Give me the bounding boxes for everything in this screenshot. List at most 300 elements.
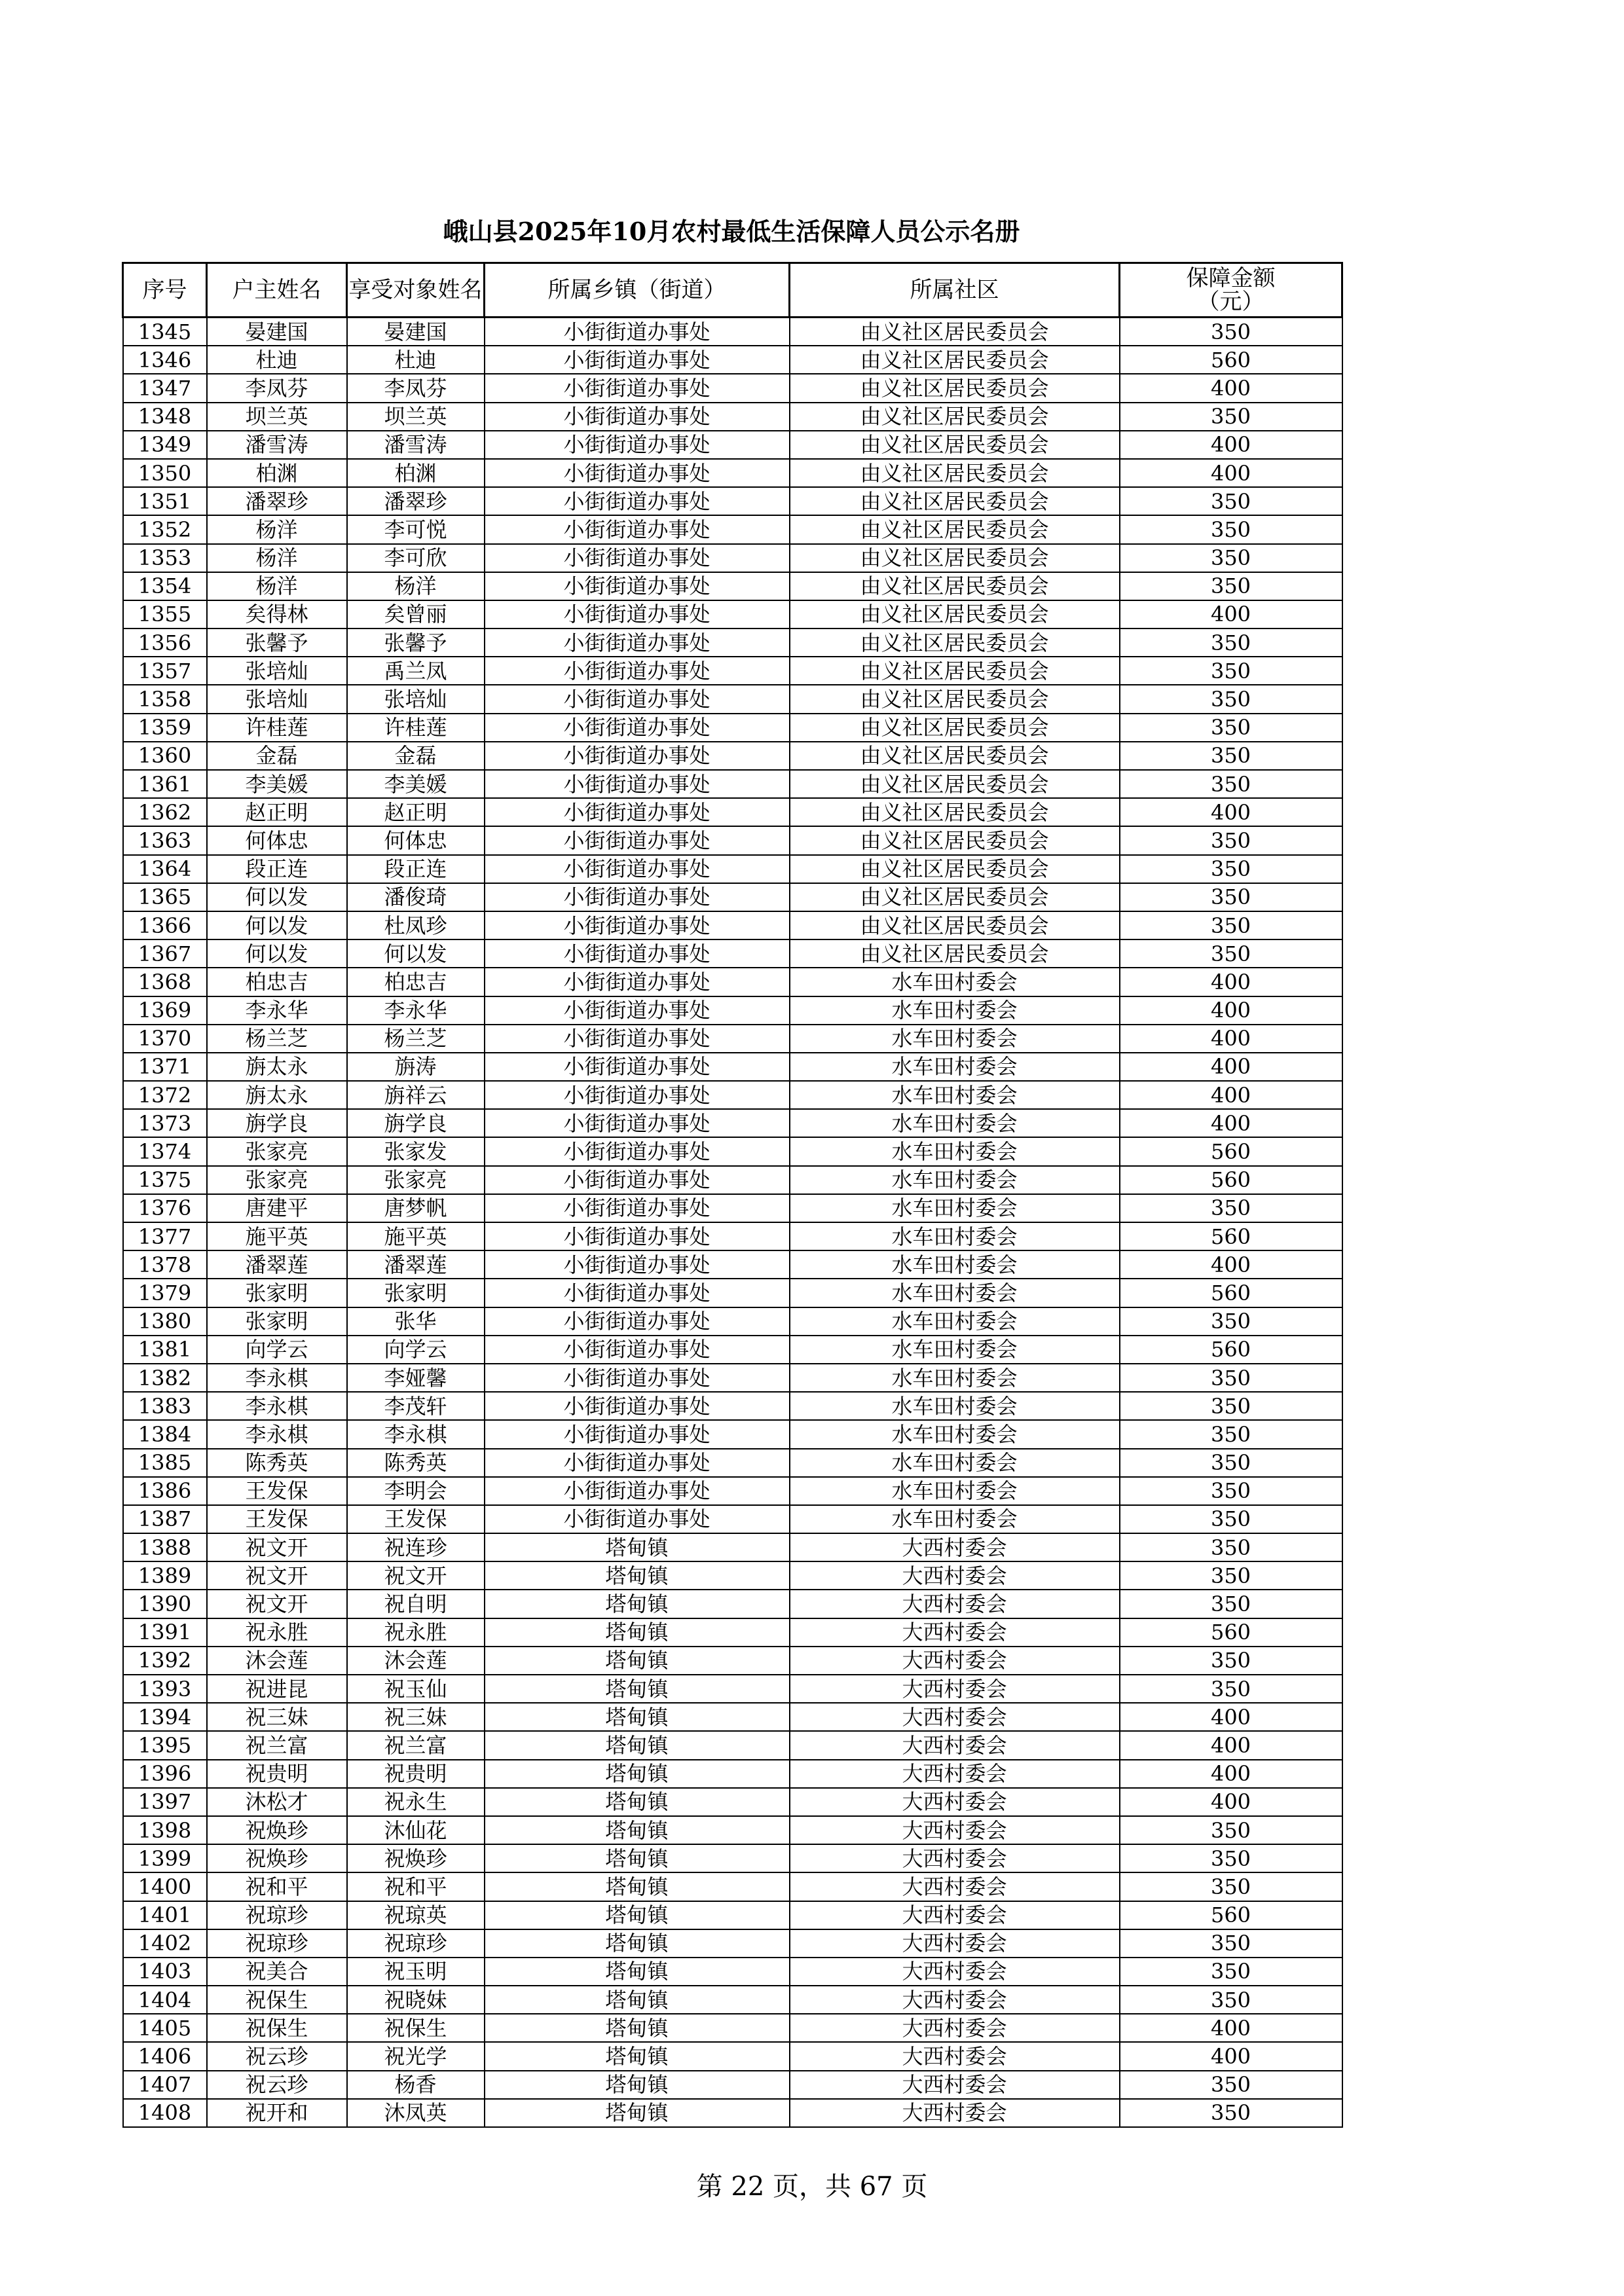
table-row <box>123 459 1342 487</box>
seq-cell: 1352 <box>123 515 207 543</box>
table-row <box>123 1590 1342 1618</box>
household-head-cell: 祝三妹 <box>207 1703 347 1731</box>
table-row <box>123 657 1342 685</box>
township-cell: 小街街道办事处 <box>485 826 790 854</box>
seq-cell: 1394 <box>123 1703 207 1731</box>
table-row <box>123 1250 1342 1279</box>
amount-cell: 350 <box>1120 1647 1342 1675</box>
table-row <box>123 1364 1342 1392</box>
table-row <box>123 1618 1342 1647</box>
amount-cell: 350 <box>1120 1872 1342 1901</box>
table-row <box>123 2014 1342 2042</box>
table-row <box>123 1279 1342 1307</box>
household-head-cell: 杨洋 <box>207 572 347 600</box>
household-head-cell: 晏建国 <box>207 318 347 346</box>
table-row <box>123 431 1342 459</box>
amount-cell: 560 <box>1120 1279 1342 1307</box>
township-cell: 塔甸镇 <box>485 2014 790 2042</box>
table-row <box>123 714 1342 742</box>
amount-cell: 350 <box>1120 1816 1342 1844</box>
beneficiary-cell: 王发保 <box>347 1505 485 1533</box>
township-cell: 小街街道办事处 <box>485 1222 790 1250</box>
township-cell: 塔甸镇 <box>485 2042 790 2070</box>
community-cell: 大西村委会 <box>790 2042 1120 2070</box>
table-header-row <box>123 263 1342 318</box>
community-cell: 由义社区居民委员会 <box>790 826 1120 854</box>
township-cell: 小街街道办事处 <box>485 798 790 826</box>
amount-cell: 400 <box>1120 431 1342 459</box>
seq-cell: 1380 <box>123 1307 207 1336</box>
seq-cell: 1349 <box>123 431 207 459</box>
community-cell: 由义社区居民委员会 <box>790 939 1120 968</box>
seq-cell: 1396 <box>123 1760 207 1788</box>
community-cell: 由义社区居民委员会 <box>790 431 1120 459</box>
household-head-cell: 沐松才 <box>207 1788 347 1816</box>
table-row <box>123 1336 1342 1364</box>
beneficiary-cell: 潘俊琦 <box>347 883 485 911</box>
township-cell: 小街街道办事处 <box>485 685 790 713</box>
household-head-cell: 李美媛 <box>207 770 347 798</box>
beneficiary-cell: 张家发 <box>347 1137 485 1165</box>
community-cell: 大西村委会 <box>790 1872 1120 1901</box>
table-row <box>123 911 1342 939</box>
township-cell: 小街街道办事处 <box>485 318 790 346</box>
table-row <box>123 883 1342 911</box>
header-amount-label: 保障金额 <box>1186 265 1276 291</box>
seq-cell: 1381 <box>123 1336 207 1364</box>
township-cell: 塔甸镇 <box>485 1703 790 1731</box>
household-head-cell: 赵正明 <box>207 798 347 826</box>
seq-cell: 1368 <box>123 968 207 996</box>
household-head-cell: 何以发 <box>207 911 347 939</box>
household-head-cell: 何以发 <box>207 883 347 911</box>
amount-cell: 350 <box>1120 657 1342 685</box>
community-cell: 水车田村委会 <box>790 1109 1120 1137</box>
amount-cell: 350 <box>1120 1194 1342 1222</box>
community-cell: 大西村委会 <box>790 1929 1120 1958</box>
table-row <box>123 1647 1342 1675</box>
community-cell: 由义社区居民委员会 <box>790 600 1120 629</box>
township-cell: 小街街道办事处 <box>485 600 790 629</box>
table-row <box>123 1477 1342 1505</box>
table-row <box>123 1137 1342 1165</box>
beneficiary-cell: 李凤芬 <box>347 374 485 402</box>
household-head-cell: 祝琼珍 <box>207 1929 347 1958</box>
amount-cell: 350 <box>1120 1307 1342 1336</box>
amount-cell: 400 <box>1120 1025 1342 1053</box>
community-cell: 水车田村委会 <box>790 1392 1120 1420</box>
beneficiary-cell: 潘雪涛 <box>347 431 485 459</box>
beneficiary-cell: 杨香 <box>347 2071 485 2099</box>
beneficiary-cell: 李美媛 <box>347 770 485 798</box>
community-cell: 大西村委会 <box>790 1816 1120 1844</box>
seq-cell: 1363 <box>123 826 207 854</box>
beneficiary-cell: 祝保生 <box>347 2014 485 2042</box>
township-cell: 小街街道办事处 <box>485 1081 790 1109</box>
amount-cell: 350 <box>1120 855 1342 883</box>
table-row <box>123 1760 1342 1788</box>
seq-cell: 1404 <box>123 1986 207 2014</box>
amount-cell: 350 <box>1120 403 1342 431</box>
seq-cell: 1374 <box>123 1137 207 1165</box>
community-cell: 由义社区居民委员会 <box>790 798 1120 826</box>
community-cell: 由义社区居民委员会 <box>790 346 1120 374</box>
community-cell: 由义社区居民委员会 <box>790 544 1120 572</box>
beneficiary-cell: 祝晓妹 <box>347 1986 485 2014</box>
table-row <box>123 1420 1342 1448</box>
roster-table <box>122 262 1343 2128</box>
amount-cell: 350 <box>1120 742 1342 770</box>
household-head-cell: 王发保 <box>207 1505 347 1533</box>
household-head-cell: 祝保生 <box>207 2014 347 2042</box>
community-cell: 水车田村委会 <box>790 1194 1120 1222</box>
community-cell: 大西村委会 <box>790 2014 1120 2042</box>
seq-cell: 1367 <box>123 939 207 968</box>
beneficiary-cell: 杜迪 <box>347 346 485 374</box>
amount-cell: 350 <box>1120 1449 1342 1477</box>
household-head-cell: 祝云珍 <box>207 2071 347 2099</box>
community-cell: 水车田村委会 <box>790 1307 1120 1336</box>
amount-cell: 560 <box>1120 346 1342 374</box>
table-row <box>123 855 1342 883</box>
township-cell: 小街街道办事处 <box>485 855 790 883</box>
township-cell: 塔甸镇 <box>485 1533 790 1561</box>
community-cell: 由义社区居民委员会 <box>790 572 1120 600</box>
community-cell: 水车田村委会 <box>790 1420 1120 1448</box>
amount-cell: 350 <box>1120 544 1342 572</box>
amount-cell: 400 <box>1120 1109 1342 1137</box>
seq-cell: 1354 <box>123 572 207 600</box>
township-cell: 小街街道办事处 <box>485 572 790 600</box>
community-cell: 由义社区居民委员会 <box>790 742 1120 770</box>
table-row <box>123 629 1342 657</box>
table-row <box>123 968 1342 996</box>
table-row <box>123 1844 1342 1872</box>
beneficiary-cell: 李永华 <box>347 996 485 1025</box>
township-cell: 塔甸镇 <box>485 1844 790 1872</box>
seq-cell: 1360 <box>123 742 207 770</box>
community-cell: 水车田村委会 <box>790 1053 1120 1081</box>
township-cell: 小街街道办事处 <box>485 629 790 657</box>
community-cell: 大西村委会 <box>790 1788 1120 1816</box>
beneficiary-cell: 柏渊 <box>347 459 485 487</box>
beneficiary-cell: 杜凤珍 <box>347 911 485 939</box>
amount-cell: 560 <box>1120 1222 1342 1250</box>
township-cell: 塔甸镇 <box>485 1561 790 1590</box>
household-head-cell: 祝焕珍 <box>207 1844 347 1872</box>
beneficiary-cell: 段正连 <box>347 855 485 883</box>
seq-cell: 1408 <box>123 2099 207 2127</box>
seq-cell: 1400 <box>123 1872 207 1901</box>
beneficiary-cell: 潘翠莲 <box>347 1250 485 1279</box>
header-beneficiary: 享受对象姓名 <box>347 263 485 318</box>
seq-cell: 1378 <box>123 1250 207 1279</box>
beneficiary-cell: 沐会莲 <box>347 1647 485 1675</box>
amount-cell: 350 <box>1120 1533 1342 1561</box>
community-cell: 大西村委会 <box>790 2099 1120 2127</box>
beneficiary-cell: 许桂莲 <box>347 714 485 742</box>
community-cell: 大西村委会 <box>790 1731 1120 1759</box>
community-cell: 水车田村委会 <box>790 1137 1120 1165</box>
table-row <box>123 1533 1342 1561</box>
table-row <box>123 2071 1342 2099</box>
seq-cell: 1391 <box>123 1618 207 1647</box>
township-cell: 小街街道办事处 <box>485 1336 790 1364</box>
household-head-cell: 何体忠 <box>207 826 347 854</box>
beneficiary-cell: 旃学良 <box>347 1109 485 1137</box>
township-cell: 小街街道办事处 <box>485 1364 790 1392</box>
community-cell: 水车田村委会 <box>790 968 1120 996</box>
community-cell: 水车田村委会 <box>790 1166 1120 1194</box>
community-cell: 大西村委会 <box>790 1590 1120 1618</box>
township-cell: 塔甸镇 <box>485 2099 790 2127</box>
amount-cell: 400 <box>1120 1731 1342 1759</box>
beneficiary-cell: 祝兰富 <box>347 1731 485 1759</box>
household-head-cell: 祝云珍 <box>207 2042 347 2070</box>
table-row <box>123 1505 1342 1533</box>
table-row <box>123 1703 1342 1731</box>
beneficiary-cell: 祝琼珍 <box>347 1929 485 1958</box>
seq-cell: 1362 <box>123 798 207 826</box>
amount-cell: 350 <box>1120 1590 1342 1618</box>
household-head-cell: 杜迪 <box>207 346 347 374</box>
household-head-cell: 施平英 <box>207 1222 347 1250</box>
amount-cell: 350 <box>1120 629 1342 657</box>
seq-cell: 1384 <box>123 1420 207 1448</box>
community-cell: 水车田村委会 <box>790 1081 1120 1109</box>
table-row <box>123 318 1342 346</box>
seq-cell: 1372 <box>123 1081 207 1109</box>
township-cell: 小街街道办事处 <box>485 431 790 459</box>
amount-cell: 560 <box>1120 1137 1342 1165</box>
amount-cell: 350 <box>1120 1477 1342 1505</box>
table-row <box>123 685 1342 713</box>
table-row <box>123 939 1342 968</box>
household-head-cell: 唐建平 <box>207 1194 347 1222</box>
amount-cell: 350 <box>1120 939 1342 968</box>
amount-cell: 350 <box>1120 1364 1342 1392</box>
beneficiary-cell: 张培灿 <box>347 685 485 713</box>
seq-cell: 1398 <box>123 1816 207 1844</box>
household-head-cell: 祝文开 <box>207 1590 347 1618</box>
beneficiary-cell: 张馨予 <box>347 629 485 657</box>
township-cell: 小街街道办事处 <box>485 911 790 939</box>
beneficiary-cell: 陈秀英 <box>347 1449 485 1477</box>
household-head-cell: 祝兰富 <box>207 1731 347 1759</box>
township-cell: 小街街道办事处 <box>485 939 790 968</box>
seq-cell: 1395 <box>123 1731 207 1759</box>
table-row <box>123 346 1342 374</box>
beneficiary-cell: 柏忠吉 <box>347 968 485 996</box>
community-cell: 大西村委会 <box>790 1844 1120 1872</box>
amount-cell: 350 <box>1120 1958 1342 1986</box>
beneficiary-cell: 李可欣 <box>347 544 485 572</box>
beneficiary-cell: 坝兰英 <box>347 403 485 431</box>
seq-cell: 1401 <box>123 1901 207 1929</box>
household-head-cell: 祝开和 <box>207 2099 347 2127</box>
community-cell: 大西村委会 <box>790 1703 1120 1731</box>
beneficiary-cell: 张家明 <box>347 1279 485 1307</box>
beneficiary-cell: 赵正明 <box>347 798 485 826</box>
township-cell: 小街街道办事处 <box>485 1505 790 1533</box>
seq-cell: 1348 <box>123 403 207 431</box>
community-cell: 大西村委会 <box>790 1986 1120 2014</box>
community-cell: 水车田村委会 <box>790 1279 1120 1307</box>
table-row <box>123 403 1342 431</box>
seq-cell: 1406 <box>123 2042 207 2070</box>
seq-cell: 1370 <box>123 1025 207 1053</box>
table-row <box>123 1958 1342 1986</box>
household-head-cell: 祝美合 <box>207 1958 347 1986</box>
community-cell: 由义社区居民委员会 <box>790 374 1120 402</box>
table-row <box>123 2099 1342 2127</box>
household-head-cell: 矣得林 <box>207 600 347 629</box>
township-cell: 小街街道办事处 <box>485 968 790 996</box>
community-cell: 由义社区居民委员会 <box>790 515 1120 543</box>
amount-cell: 560 <box>1120 1618 1342 1647</box>
amount-cell: 350 <box>1120 1844 1342 1872</box>
community-cell: 由义社区居民委员会 <box>790 459 1120 487</box>
beneficiary-cell: 杨洋 <box>347 572 485 600</box>
household-head-cell: 柏渊 <box>207 459 347 487</box>
seq-cell: 1397 <box>123 1788 207 1816</box>
seq-cell: 1376 <box>123 1194 207 1222</box>
header-community: 所属社区 <box>790 263 1120 318</box>
table-row <box>123 1194 1342 1222</box>
roster-body <box>123 318 1342 2128</box>
amount-cell: 350 <box>1120 883 1342 911</box>
household-head-cell: 祝永胜 <box>207 1618 347 1647</box>
seq-cell: 1377 <box>123 1222 207 1250</box>
amount-cell: 400 <box>1120 2014 1342 2042</box>
community-cell: 由义社区居民委员会 <box>790 883 1120 911</box>
amount-cell: 350 <box>1120 770 1342 798</box>
beneficiary-cell: 祝焕珍 <box>347 1844 485 1872</box>
community-cell: 由义社区居民委员会 <box>790 714 1120 742</box>
township-cell: 小街街道办事处 <box>485 515 790 543</box>
township-cell: 塔甸镇 <box>485 1986 790 2014</box>
township-cell: 小街街道办事处 <box>485 1449 790 1477</box>
seq-cell: 1356 <box>123 629 207 657</box>
amount-cell: 350 <box>1120 2071 1342 2099</box>
table-row <box>123 798 1342 826</box>
seq-cell: 1345 <box>123 318 207 346</box>
household-head-cell: 祝保生 <box>207 1986 347 2014</box>
table-row <box>123 1053 1342 1081</box>
table-row <box>123 374 1342 402</box>
header-household-head: 户主姓名 <box>207 263 347 318</box>
community-cell: 由义社区居民委员会 <box>790 629 1120 657</box>
household-head-cell: 杨兰芝 <box>207 1025 347 1053</box>
beneficiary-cell: 禹兰凤 <box>347 657 485 685</box>
seq-cell: 1366 <box>123 911 207 939</box>
amount-cell: 350 <box>1120 1675 1342 1703</box>
household-head-cell: 旃太永 <box>207 1053 347 1081</box>
beneficiary-cell: 旃祥云 <box>347 1081 485 1109</box>
township-cell: 小街街道办事处 <box>485 714 790 742</box>
amount-cell: 400 <box>1120 968 1342 996</box>
household-head-cell: 柏忠吉 <box>207 968 347 996</box>
table-row <box>123 1307 1342 1336</box>
township-cell: 小街街道办事处 <box>485 1392 790 1420</box>
township-cell: 小街街道办事处 <box>485 1477 790 1505</box>
beneficiary-cell: 祝和平 <box>347 1872 485 1901</box>
community-cell: 水车田村委会 <box>790 1505 1120 1533</box>
page-footer: 第 22 页，共 67 页 <box>696 2172 928 2202</box>
community-cell: 水车田村委会 <box>790 1449 1120 1477</box>
township-cell: 小街街道办事处 <box>485 346 790 374</box>
household-head-cell: 祝焕珍 <box>207 1816 347 1844</box>
household-head-cell: 祝文开 <box>207 1561 347 1590</box>
community-cell: 大西村委会 <box>790 1958 1120 1986</box>
seq-cell: 1385 <box>123 1449 207 1477</box>
township-cell: 小街街道办事处 <box>485 996 790 1025</box>
household-head-cell: 李永华 <box>207 996 347 1025</box>
township-cell: 塔甸镇 <box>485 1618 790 1647</box>
beneficiary-cell: 唐梦帆 <box>347 1194 485 1222</box>
seq-cell: 1387 <box>123 1505 207 1533</box>
household-head-cell: 坝兰英 <box>207 403 347 431</box>
community-cell: 由义社区居民委员会 <box>790 911 1120 939</box>
amount-cell: 350 <box>1120 515 1342 543</box>
household-head-cell: 张家明 <box>207 1279 347 1307</box>
beneficiary-cell: 何体忠 <box>347 826 485 854</box>
table-row <box>123 770 1342 798</box>
amount-cell: 350 <box>1120 911 1342 939</box>
community-cell: 由义社区居民委员会 <box>790 855 1120 883</box>
seq-cell: 1402 <box>123 1929 207 1958</box>
seq-cell: 1359 <box>123 714 207 742</box>
amount-cell: 350 <box>1120 2099 1342 2127</box>
amount-cell: 350 <box>1120 1505 1342 1533</box>
township-cell: 塔甸镇 <box>485 1647 790 1675</box>
seq-cell: 1382 <box>123 1364 207 1392</box>
amount-cell: 400 <box>1120 1053 1342 1081</box>
seq-cell: 1346 <box>123 346 207 374</box>
township-cell: 小街街道办事处 <box>485 883 790 911</box>
seq-cell: 1403 <box>123 1958 207 1986</box>
amount-cell: 350 <box>1120 826 1342 854</box>
household-head-cell: 段正连 <box>207 855 347 883</box>
table-row <box>123 1166 1342 1194</box>
table-row <box>123 487 1342 515</box>
seq-cell: 1383 <box>123 1392 207 1420</box>
seq-cell: 1375 <box>123 1166 207 1194</box>
seq-cell: 1347 <box>123 374 207 402</box>
community-cell: 水车田村委会 <box>790 1222 1120 1250</box>
seq-cell: 1351 <box>123 487 207 515</box>
table-row <box>123 1392 1342 1420</box>
household-head-cell: 祝进昆 <box>207 1675 347 1703</box>
community-cell: 大西村委会 <box>790 1618 1120 1647</box>
table-row <box>123 2042 1342 2070</box>
household-head-cell: 旃太永 <box>207 1081 347 1109</box>
beneficiary-cell: 晏建国 <box>347 318 485 346</box>
household-head-cell: 王发保 <box>207 1477 347 1505</box>
township-cell: 塔甸镇 <box>485 1590 790 1618</box>
beneficiary-cell: 张华 <box>347 1307 485 1336</box>
township-cell: 小街街道办事处 <box>485 1025 790 1053</box>
table-row <box>123 544 1342 572</box>
amount-cell: 400 <box>1120 996 1342 1025</box>
table-row <box>123 826 1342 854</box>
township-cell: 塔甸镇 <box>485 1929 790 1958</box>
household-head-cell: 沐会莲 <box>207 1647 347 1675</box>
household-head-cell: 金磊 <box>207 742 347 770</box>
table-row <box>123 1929 1342 1958</box>
amount-cell: 560 <box>1120 1166 1342 1194</box>
seq-cell: 1399 <box>123 1844 207 1872</box>
